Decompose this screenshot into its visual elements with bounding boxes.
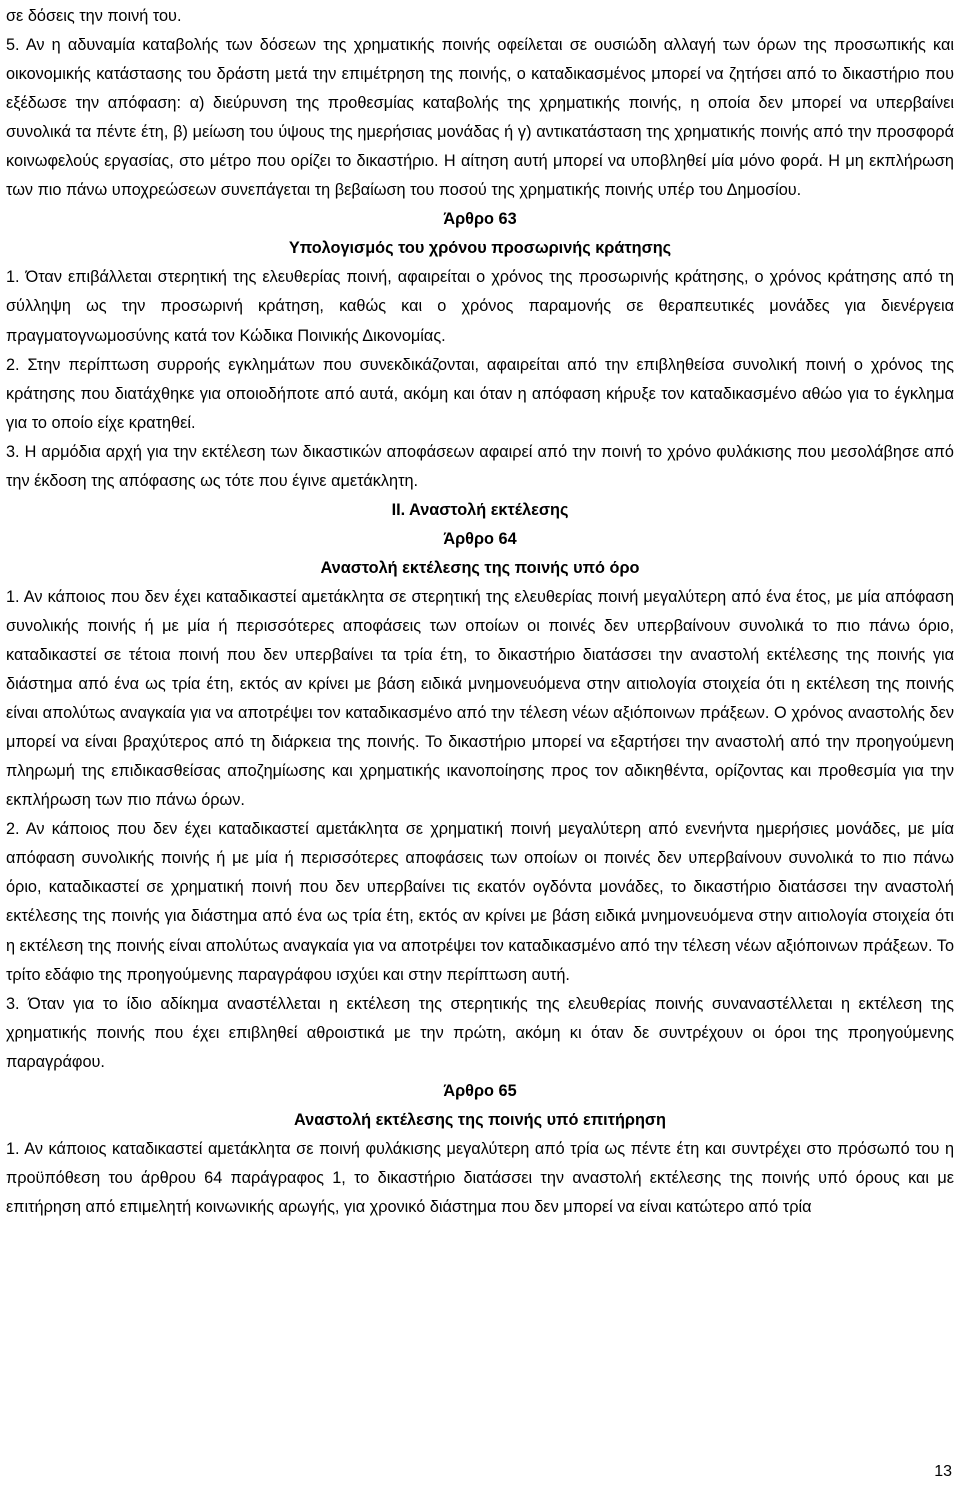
document-body [6,2,954,1222]
article-65-paragraph-1: 1. Αν κάποιος καταδικαστεί αμετάκλητα σε ποινή φυλάκισης μεγαλύτερη από τρία ως πέντε έτη και συντρέχει στο πρόσωπό του η προϋπόθεση του άρθρου 64 παράγραφος 1, το δικαστήριο διατάσσει την αναστολή εκτέλεσης της ποινής υπό όρους και με επιτήρηση από επιμελητή κοινωνικής αρωγής, για χρονικό διάστημα που δεν μπορεί να είναι κατώτερο από τρία [6,1139,954,1216]
article-63-paragraph-2: 2. Στην περίπτωση συρροής εγκλημάτων που συνεκδικάζονται, αφαιρείται από την επιβληθείσα συνολική ποινή ο χρόνος της κράτησης που διατάχθηκε για οποιοδήποτε από αυτά, ακόμη και όταν η απόφαση κήρυξε τον καταδικασμένο αθώο για το έγκλημα για το οποίο είχε κρατηθεί. [6,355,954,432]
article-63-number: Άρθρο 63 [443,210,517,229]
article-64-title: Αναστολή εκτέλεσης της ποινής υπό όρο [320,558,640,577]
article-64-paragraph-1: 1. Αν κάποιος που δεν έχει καταδικαστεί αμετάκλητα σε στερητική της ελευθερίας ποινή μεγαλύτερη από ένα έτος, με μία απόφαση συνολικής ποινής ή με μία ή περισσότερες αποφάσεις των οποίων οι ποινές δεν υπερβαίνουν συνολικά το πιο πάνω όριο, καταδικαστεί σε τέτοια ποινή που δεν υπερβαίνει τα τρία έτη, το δικαστήριο διατάσσει την αναστολή εκτέλεσης της ποινής για διάστημα από ένα ως τρία έτη, εκτός αν κρίνει με βάση ειδικά μνημονευόμενα στην αιτιολογία στοιχεία ότι η εκτέλεση της ποινής είναι απολύτως αναγκαία για να αποτρέψει τον καταδικασμένο από την τέλεση νέων αξιόποινων πράξεων. Ο χρόνος αναστολής δεν μπορεί να είναι βραχύτερος από τη διάρκεια της ποινής. Το δικαστήριο μπορεί να εξαρτήσει την αναστολή από την προηγούμενη πληρωμή της επιδικασθείσας αποζημίωσης και χρηματικής ικανοποίησης προς τον αδικηθέντα, ορίζοντας και προθεσμία για την εκπλήρωση των πιο πάνω όρων. [6,587,954,810]
paragraph-5: 5. Αν η αδυναμία καταβολής των δόσεων της χρηματικής ποινής οφείλεται σε ουσιώδη αλλαγή των όρων της προσωπικής και οικονομικής κατάστασης του δράστη μετά την επιμέτρηση της ποινής, ο καταδικασμένος μπορεί να ζητήσει από το δικαστήριο που εξέδωσε την απόφαση: α) διεύρυνση της προθεσμίας καταβολής της χρηματικής ποινής, η οποία δεν μπορεί να υπερβαίνει συνολικά τα πέντε έτη, β) μείωση του ύψους της ημερήσιας μονάδας ή γ) αντικατάσταση της χρηματικής ποινής από την προσφορά κοινωφελούς εργασίας, στο μέτρο που ορίζει το δικαστήριο. Η αίτηση αυτή μπορεί να υποβληθεί μία μόνο φορά. Η μη εκπλήρωση των πιο πάνω υποχρεώσεων συνεπάγεται τη βεβαίωση του ποσού της χρηματικής ποινής υπέρ του Δημοσίου. [6,36,954,200]
article-63-title: Υπολογισμός του χρόνου προσωρινής κράτησης [288,239,672,258]
article-65-title: Αναστολή εκτέλεσης της ποινής υπό επιτήρηση [293,1110,667,1129]
article-64-paragraph-2: 2. Αν κάποιος που δεν έχει καταδικαστεί αμετάκλητα σε χρηματική ποινή μεγαλύτερη από ενενήντα ημερήσιες μονάδες, με μία απόφαση συνολικής ποινής ή με μία ή περισσότερες αποφάσεις των οποίων οι ποινές δεν υπερβαίνουν συνολικά το πιο πάνω όριο, καταδικαστεί σε χρηματική ποινή που δεν υπερβαίνει τις εκατόν ογδόντα μονάδες, το δικαστήριο διατάσσει την αναστολή εκτέλεσης της ποινής για διάστημα από ένα ως τρία έτη, εκτός αν κρίνει με βάση ειδικά μνημονευόμενα στην αιτιολογία στοιχεία ότι η εκτέλεση της ποινής είναι απολύτως αναγκαία για να αποτρέψει τον καταδικασμένο από την τέλεση νέων αξιόποινων πράξεων. Το τρίτο εδάφιο της προηγούμενης παραγράφου ισχύει και στην περίπτωση αυτή. [6,820,954,984]
article-65-number: Άρθρο 65 [443,1081,517,1100]
article-64-paragraph-3: 3. Όταν για το ίδιο αδίκημα αναστέλλεται η εκτέλεση της στερητικής της ελευθερίας ποινής συναναστέλλεται η εκτέλεση της χρηματικής ποινής που έχει επιβληθεί αθροιστικά με την πρώτη, ακόμη κι όταν δε συντρέχουν οι όροι της προηγούμενης παραγράφου. [6,994,954,1071]
paragraph-continuation: σε δόσεις την ποινή του. [6,7,182,25]
article-64-number: Άρθρο 64 [443,529,517,548]
article-63-paragraph-3: 3. Η αρμόδια αρχή για την εκτέλεση των δικαστικών αποφάσεων αφαιρεί από την ποινή το χρόνο φυλάκισης που μεσολάβησε από την έκδοση της απόφασης ως τότε που έγινε αμετάκλητη. [6,442,954,490]
page-number: 13 [934,1463,952,1480]
section-heading: ΙΙ. Αναστολή εκτέλεσης [391,500,569,519]
article-63-paragraph-1: 1. Όταν επιβάλλεται στερητική της ελευθερίας ποινή, αφαιρείται ο χρόνος της προσωρινής κράτησης, ο χρόνος κράτησης από τη σύλληψη ως την προσωρινή κράτηση, καθώς και ο χρόνος παραμονής σε θεραπευτικές μονάδες για διενέργεια πραγματογνωμοσύνης κατά τον Κώδικα Ποινικής Δικονομίας. [6,268,954,345]
